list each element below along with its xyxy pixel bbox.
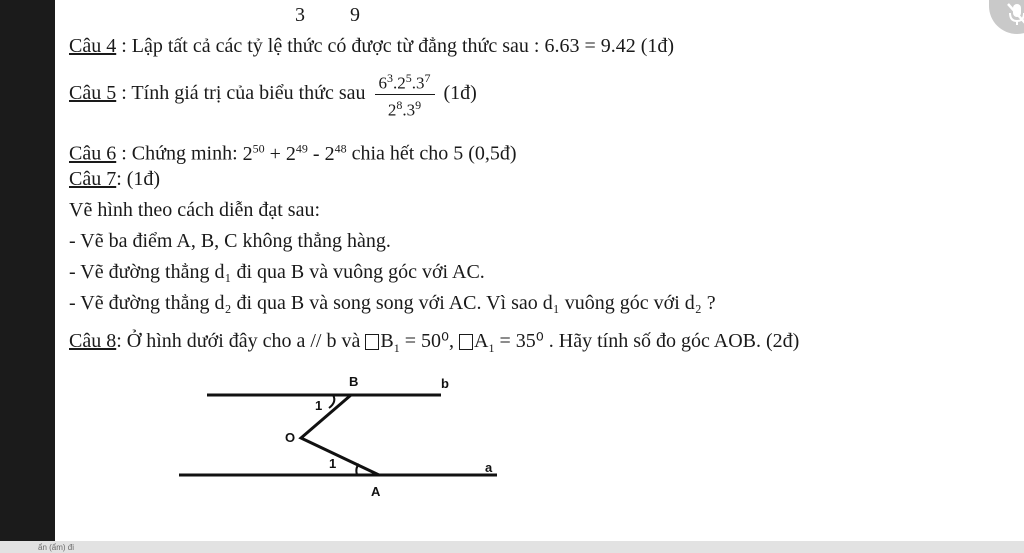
point-b-label: B [349, 374, 359, 389]
question-6-expression: $2^{50} + 2^{49} - 2^{48}$ [242, 141, 347, 165]
question-7-text: : (1đ) [116, 168, 161, 190]
mic-off-icon [1003, 0, 1024, 28]
question-5 [69, 68, 477, 120]
question-7 [69, 167, 160, 191]
document-page [55, 0, 1024, 541]
top-fragment-3: 3 [295, 4, 305, 26]
angle-b1-letter: B [380, 330, 394, 352]
question-8-pre: : Ở hình dưới đây cho a // b và [116, 330, 366, 352]
fraction-numerator: $6^3.2^5.3^7$ [375, 68, 435, 95]
question-7-item-3: - Vẽ đường thẳng d₂ đi qua B và song song với AC. Vì sao d₁ vuông góc với d₂ ? [69, 292, 716, 314]
question-4-text: : Lập tất cả các tỷ lệ thức có được từ đẳng thức sau : 6.63 = 9.42 (1đ) [116, 35, 675, 57]
bottom-label: ẩn (ẩm) đi [38, 543, 75, 552]
question-7-item-1: - Vẽ ba điểm A, B, C không thẳng hàng. [69, 230, 391, 252]
angle-b1-mark: 1 [315, 398, 323, 413]
question-4 [69, 34, 674, 58]
angle-a-arc [356, 464, 359, 475]
line-a-label: a [485, 460, 493, 475]
angle-aob-path [301, 395, 379, 475]
question-6 [69, 136, 517, 166]
question-7-intro: Vẽ hình theo cách diễn đạt sau: [69, 199, 321, 221]
angle-b1-value: = 50⁰, [404, 330, 460, 352]
point-o-label: O [285, 430, 296, 445]
angle-box-icon [459, 334, 473, 350]
line-b-label: b [441, 376, 449, 391]
question-6-pre: : Chứng minh: [116, 142, 243, 165]
angle-a1-letter: A [474, 330, 489, 352]
angle-box-icon [365, 334, 379, 350]
question-5-points: (1đ) [443, 81, 477, 104]
question-5-label: Câu 5 [69, 81, 117, 104]
question-6-points: chia hết cho 5 (0,5đ) [346, 142, 517, 165]
top-fragment-9: 9 [350, 4, 360, 26]
angle-a1-value: = 35⁰ [499, 330, 544, 352]
question-4-label: Câu 4 [69, 35, 117, 57]
fraction-denominator: $2^8.3^9$ [387, 97, 422, 120]
bottom-strip [0, 541, 1024, 553]
question-8-label: Câu 8 [69, 330, 117, 352]
question-8-post: . Hãy tính số đo góc AOB. (2đ) [543, 330, 800, 352]
question-7-label: Câu 7 [69, 168, 117, 190]
question-5-fraction [375, 68, 435, 120]
mic-toggle-button[interactable] [989, 0, 1024, 34]
question-5-text: : Tính giá trị của biểu thức sau [116, 81, 366, 104]
point-a-label: A [371, 484, 381, 499]
angle-b-arc [329, 395, 334, 408]
geometry-figure [179, 362, 519, 512]
question-6-label: Câu 6 [69, 142, 117, 165]
question-8: Câu 8: Ở hình dưới đây cho a // b và $B_1 = 50^0$, $A_1 = 35^0$ . Hãy tính số đo góc AOB. (2đ) [69, 330, 800, 355]
question-7-item-2: - Vẽ đường thẳng d₁ đi qua B và vuông góc với AC. [69, 261, 485, 283]
angle-a1-mark: 1 [329, 456, 337, 471]
